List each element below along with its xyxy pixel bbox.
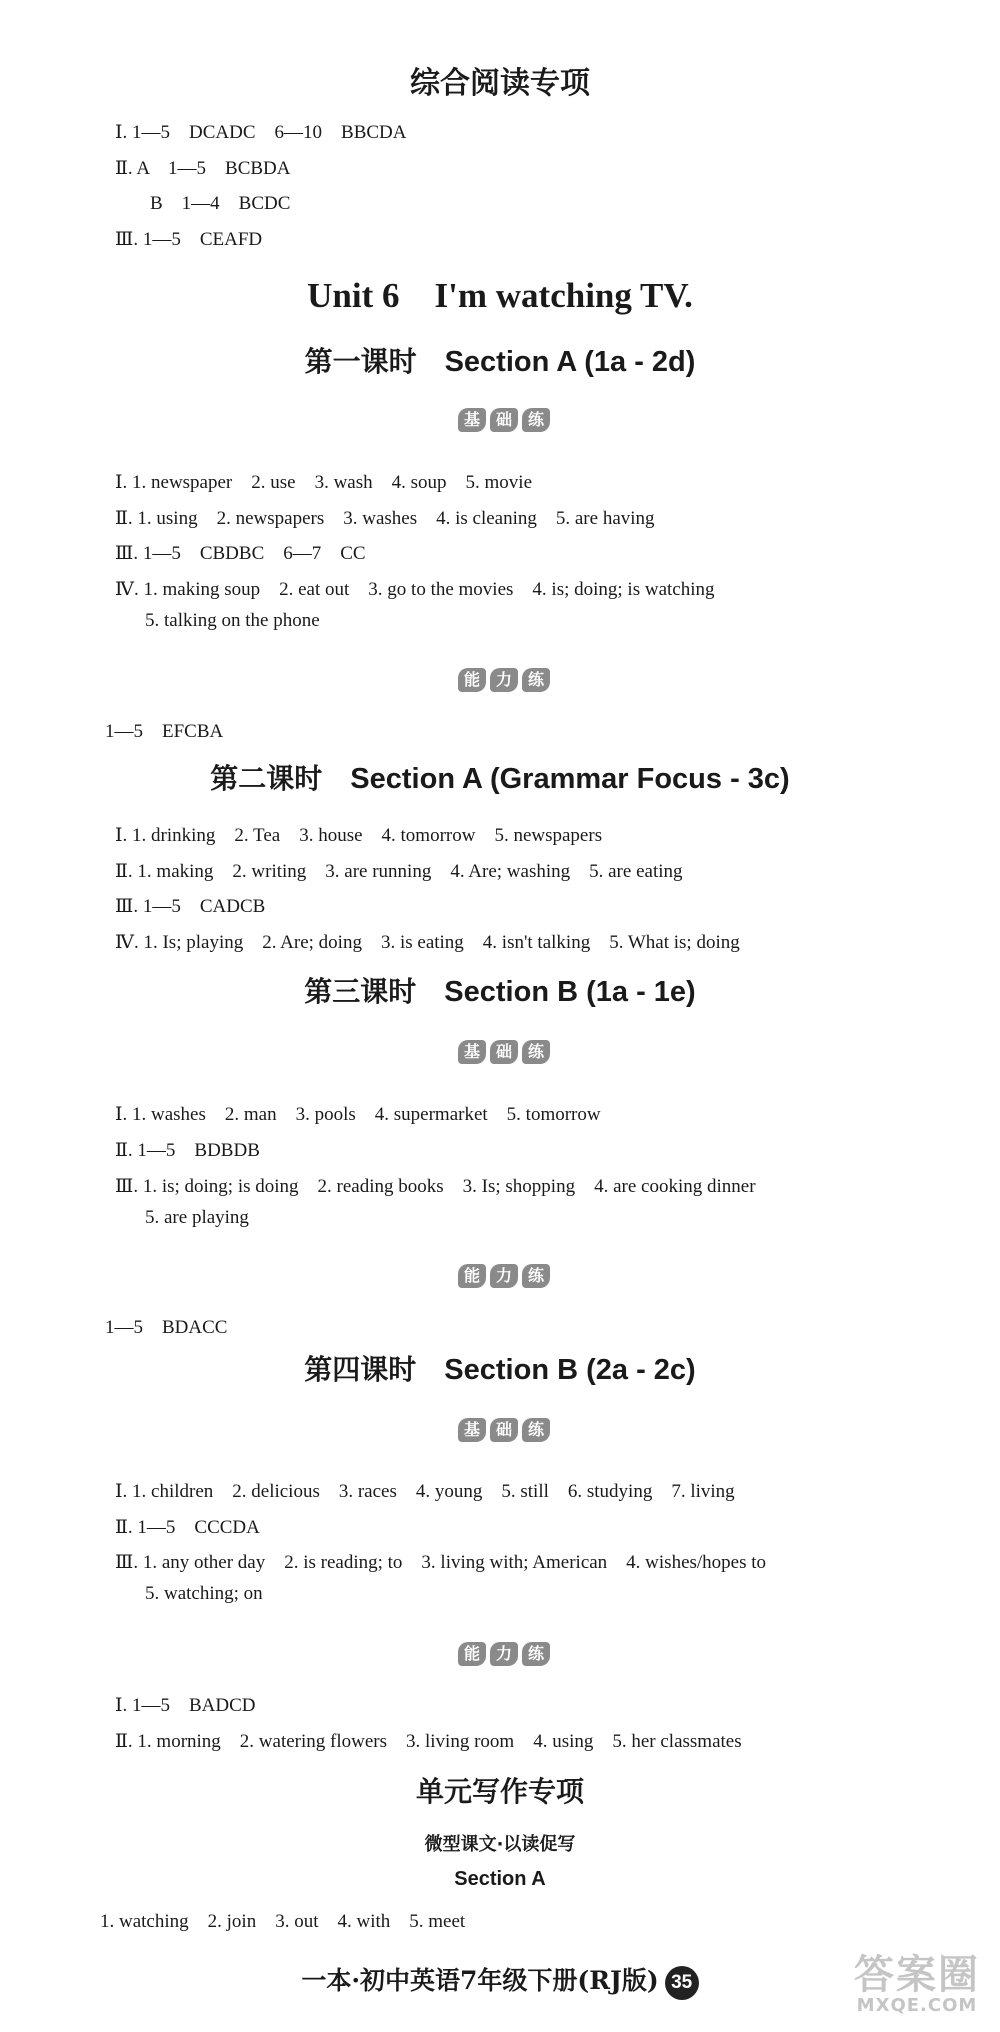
ability-practice-badge [458,668,550,692]
badge-char: 练 [522,1040,550,1064]
badge-char: 力 [490,1264,518,1288]
lesson-heading [0,970,1000,1010]
badge-char: 能 [458,1264,486,1288]
badge-char: 练 [522,668,550,692]
answer-line: Ⅰ. 1. drinking 2. Tea 3. house 4. tomorrow 5. newspapers [115,825,603,846]
lesson-heading-cn: 第三课时 [304,975,417,1008]
answer-line: Ⅰ. 1. newspaper 2. use 3. wash 4. soup 5. movie [115,472,533,493]
page-title: 综合阅读专项 [410,66,590,101]
answer-line: Ⅲ. 1. is; doing; is doing 2. reading books 3. Is; shopping 4. are cooking dinner [115,1176,756,1197]
badge-char: 能 [458,668,486,692]
answer-line: 1—5 EFCBA [105,721,224,742]
basic-practice-badge [458,1040,550,1064]
answer-line: 1. watching 2. join 3. out 4. with 5. meet [100,1911,466,1932]
badge-char: 练 [522,1264,550,1288]
answer-line: Ⅱ. 1—5 BDBDB [115,1140,260,1161]
badge-char: 练 [522,408,550,432]
answer-line: 5. watching; on [145,1583,263,1604]
answer-line: Ⅲ. 1—5 CEAFD [115,229,263,250]
answer-line: Ⅲ. 1—5 CBDBC 6—7 CC [115,543,366,564]
answer-line: Ⅳ. 1. Is; playing 2. Are; doing 3. is eating 4. isn't talking 5. What is; doing [115,932,740,953]
lesson-heading [0,340,1000,380]
answer-line: Ⅰ. 1—5 BADCD [115,1695,256,1716]
answer-line: 5. are playing [145,1207,249,1228]
badge-char: 能 [458,1642,486,1666]
badge-char: 础 [490,408,518,432]
badge-char: 础 [490,1040,518,1064]
writing-title: 单元写作专项 [415,1775,584,1808]
lesson-heading-cn: 第一课时 [304,345,417,378]
ability-practice-badge [458,1264,550,1288]
basic-practice-badge [458,1418,550,1442]
answer-line: Ⅰ. 1. children 2. delicious 3. races 4. young 5. still 6. studying 7. living [115,1481,735,1502]
lesson-heading [0,757,1000,797]
lesson-heading-en: Section A (Grammar Focus - 3c) [350,763,790,795]
badge-char: 基 [458,1418,486,1442]
answer-line: 1—5 BDACC [105,1317,228,1338]
answer-line: Ⅱ. 1—5 CCCDA [115,1517,260,1538]
lesson-heading-cn: 第二课时 [210,762,323,795]
writing-subtitle: 微型课文·以读促写 [424,1834,576,1855]
answer-line: 5. talking on the phone [145,610,320,631]
page-number: 35 [665,1966,699,2000]
answer-line: B 1—4 BCDC [150,193,291,214]
watermark-bottom: MXQE.COM [856,1995,978,2016]
ability-practice-badge [458,1642,550,1666]
answer-line: Ⅰ. 1. washes 2. man 3. pools 4. supermarket 5. tomorrow [115,1104,601,1125]
basic-practice-badge [458,408,550,432]
badge-char: 练 [522,1642,550,1666]
lesson-heading-en: Section B (2a - 2c) [444,1354,696,1386]
watermark-logo [842,1954,992,2022]
answer-line: Ⅲ. 1. any other day 2. is reading; to 3. living with; American 4. wishes/hopes to [115,1552,767,1573]
answer-line: Ⅱ. 1. morning 2. watering flowers 3. living room 4. using 5. her classmates [115,1731,742,1752]
lesson-heading [0,1348,1000,1388]
answer-line: Ⅱ. A 1—5 BCBDA [115,158,291,179]
badge-char: 础 [490,1418,518,1442]
badge-char: 练 [522,1418,550,1442]
lesson-heading-cn: 第四课时 [304,1353,417,1386]
answer-line: Ⅳ. 1. making soup 2. eat out 3. go to the movies 4. is; doing; is watching [115,579,715,600]
badge-char: 基 [458,408,486,432]
badge-char: 力 [490,668,518,692]
watermark-top: 答案圈 [854,1952,980,1998]
badge-char: 力 [490,1642,518,1666]
lesson-heading-en: Section B (1a - 1e) [444,976,696,1008]
answer-line: Ⅱ. 1. using 2. newspapers 3. washes 4. is cleaning 5. are having [115,508,655,529]
unit-title: Unit 6 I'm watching TV. [307,276,693,315]
badge-char: 基 [458,1040,486,1064]
answer-line: Ⅲ. 1—5 CADCB [115,896,266,917]
footer-book-title: 一本·初中英语7年级下册(RJ版) [301,1966,659,1995]
lesson-heading-en: Section A (1a - 2d) [444,346,696,378]
answer-line: Ⅰ. 1—5 DCADC 6—10 BBCDA [115,122,407,143]
writing-section-label: Section A [454,1868,546,1890]
answer-line: Ⅱ. 1. making 2. writing 3. are running 4. Are; washing 5. are eating [115,861,683,882]
